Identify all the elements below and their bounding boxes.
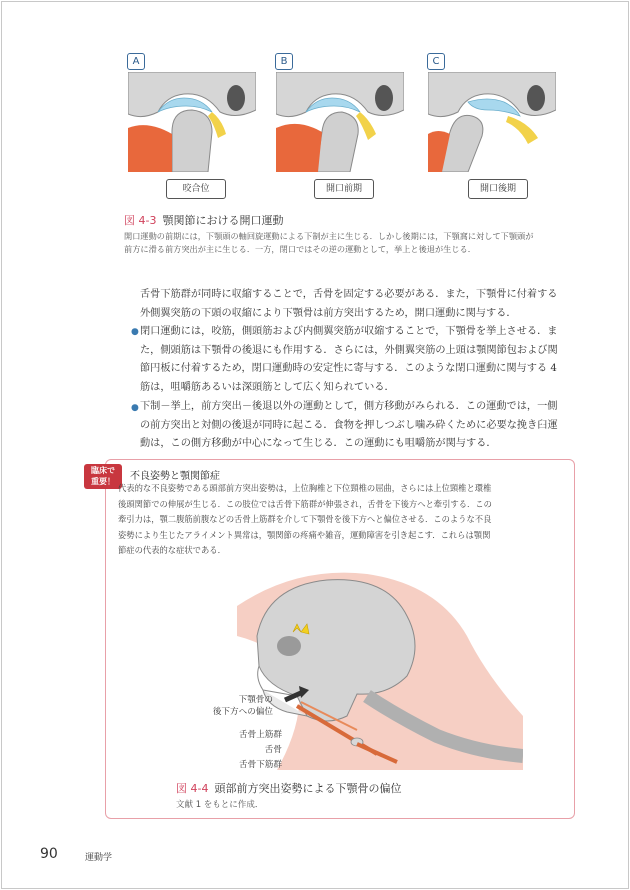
section-name: 運動学 bbox=[85, 853, 113, 863]
text-line: の前方突出と対側の後退が同時に起こる．食物を押しつぶし噛み砕くために必要な挽き臼運 bbox=[140, 419, 558, 431]
figure-4-3-title bbox=[124, 212, 283, 228]
callout-hyoid: 舌骨 bbox=[264, 745, 282, 755]
figure-panel-a bbox=[128, 52, 256, 172]
tmj-illustration-a bbox=[128, 72, 256, 172]
text-line: 後頭関節での伸展が生じる．この肢位では舌骨下筋群が伸張され，舌骨を下後方へと牽引する．この bbox=[118, 498, 492, 509]
bullet-paragraph-2 bbox=[140, 398, 580, 454]
clinical-text bbox=[118, 481, 566, 559]
tmj-illustration-b bbox=[276, 72, 404, 172]
text-line: 節症の代表的な症状である． bbox=[118, 545, 226, 555]
figure-panel-c bbox=[428, 52, 556, 172]
text-line: 外側翼突筋の下頭の収縮により下顎骨は前方突出するため，開口運動に関与する． bbox=[140, 307, 517, 319]
badge-line: 臨床で bbox=[91, 466, 115, 475]
text-line: 舌骨下筋群が同時に収縮することで，舌骨を固定する必要がある．また，下顎骨に付着する bbox=[140, 289, 558, 300]
text-line: た，側頭筋は下顎骨の後退にも作用する．さらには，外側翼突筋の上頭は顎関節包および関 bbox=[140, 344, 558, 356]
panel-label-c: C bbox=[427, 53, 445, 70]
text-line: 代表的な不良姿勢である頭部前方突出姿勢は，上位胸椎と下位頸椎の屈曲，さらには上位頸椎と環椎 bbox=[118, 483, 492, 493]
position-label-late-opening: 開口後期 bbox=[468, 179, 528, 199]
figure-4-4-title-text: 頭部前方突出姿勢による下顎骨の偏位 bbox=[214, 782, 402, 795]
figure-4-3-number: 図 4-3 bbox=[124, 214, 157, 227]
page-number: 90 bbox=[40, 846, 58, 862]
bullet-icon: ● bbox=[131, 403, 139, 413]
callout-mandible-displacement bbox=[175, 693, 273, 717]
callout-infrahyoid: 舌骨下筋群 bbox=[239, 760, 282, 770]
text-line: 下制－挙上，前方突出－後退以外の運動として，側方移動がみられる．この運動では，一側 bbox=[140, 401, 558, 412]
figure-4-4-source-note: 文献 1 をもとに作成． bbox=[176, 800, 264, 810]
position-label-occlusion: 咬合位 bbox=[166, 179, 226, 199]
caption-line: 開口運動の前期には，下顎頭の軸回旋運動による下制が主に生じる．しかし後期には，下顎窩に対して下顎頭が bbox=[124, 231, 534, 241]
badge-line: 重要！ bbox=[91, 477, 115, 486]
text-line: 姿勢により生じたアライメント異常は，顎関節の疼痛や雑音，運動障害を引き起こす．これらは顎関 bbox=[118, 529, 491, 540]
callout-line: 後下方への偏位 bbox=[212, 707, 273, 717]
panel-label-b: B bbox=[275, 53, 293, 70]
panel-label-a: A bbox=[127, 53, 145, 70]
paragraph-1 bbox=[140, 286, 580, 323]
position-label-early-opening: 開口前期 bbox=[314, 179, 374, 199]
text-line: 牽引力は，顎二腹筋前腹などの舌骨上筋群を介して下顎骨を後下方へと偏位させる．このような不良 bbox=[118, 514, 492, 524]
figure-4-3-caption bbox=[124, 230, 584, 256]
bullet-paragraph-1 bbox=[140, 323, 580, 397]
callout-line: 下顎骨の bbox=[238, 695, 273, 705]
text-line: 動は，この側方移動が中心になって生じる．この運動にも咀嚼筋が関与する． bbox=[140, 438, 497, 449]
clinical-title: 不良姿勢と顎関節症 bbox=[130, 471, 220, 482]
callout-suprahyoid: 舌骨上筋群 bbox=[239, 730, 282, 740]
tmj-illustration-c bbox=[428, 72, 556, 172]
clinical-important-badge bbox=[84, 464, 122, 489]
text-line: 節円板に付着するため，閉口運動時の安定性に寄与する．このような閉口運動に関与する 4 bbox=[140, 363, 557, 374]
bullet-icon: ● bbox=[131, 327, 139, 337]
text-line: 筋は，咀嚼筋あるいは深頭筋として広く知られている． bbox=[140, 381, 395, 393]
caption-line: 前方に滑る前方突出が主に生じる．一方，閉口ではその逆の運動として，挙上と後退が生じる． bbox=[124, 244, 476, 254]
figure-4-4-title bbox=[176, 780, 401, 796]
figure-4-3-title-text: 顎関節における開口運動 bbox=[162, 214, 284, 227]
text-line: 閉口運動には，咬筋，側頭筋および内側翼突筋が収縮することで，下顎骨を挙上させる．ま bbox=[140, 326, 558, 337]
figure-4-4-number: 図 4-4 bbox=[176, 782, 209, 795]
figure-panel-b bbox=[276, 52, 404, 172]
